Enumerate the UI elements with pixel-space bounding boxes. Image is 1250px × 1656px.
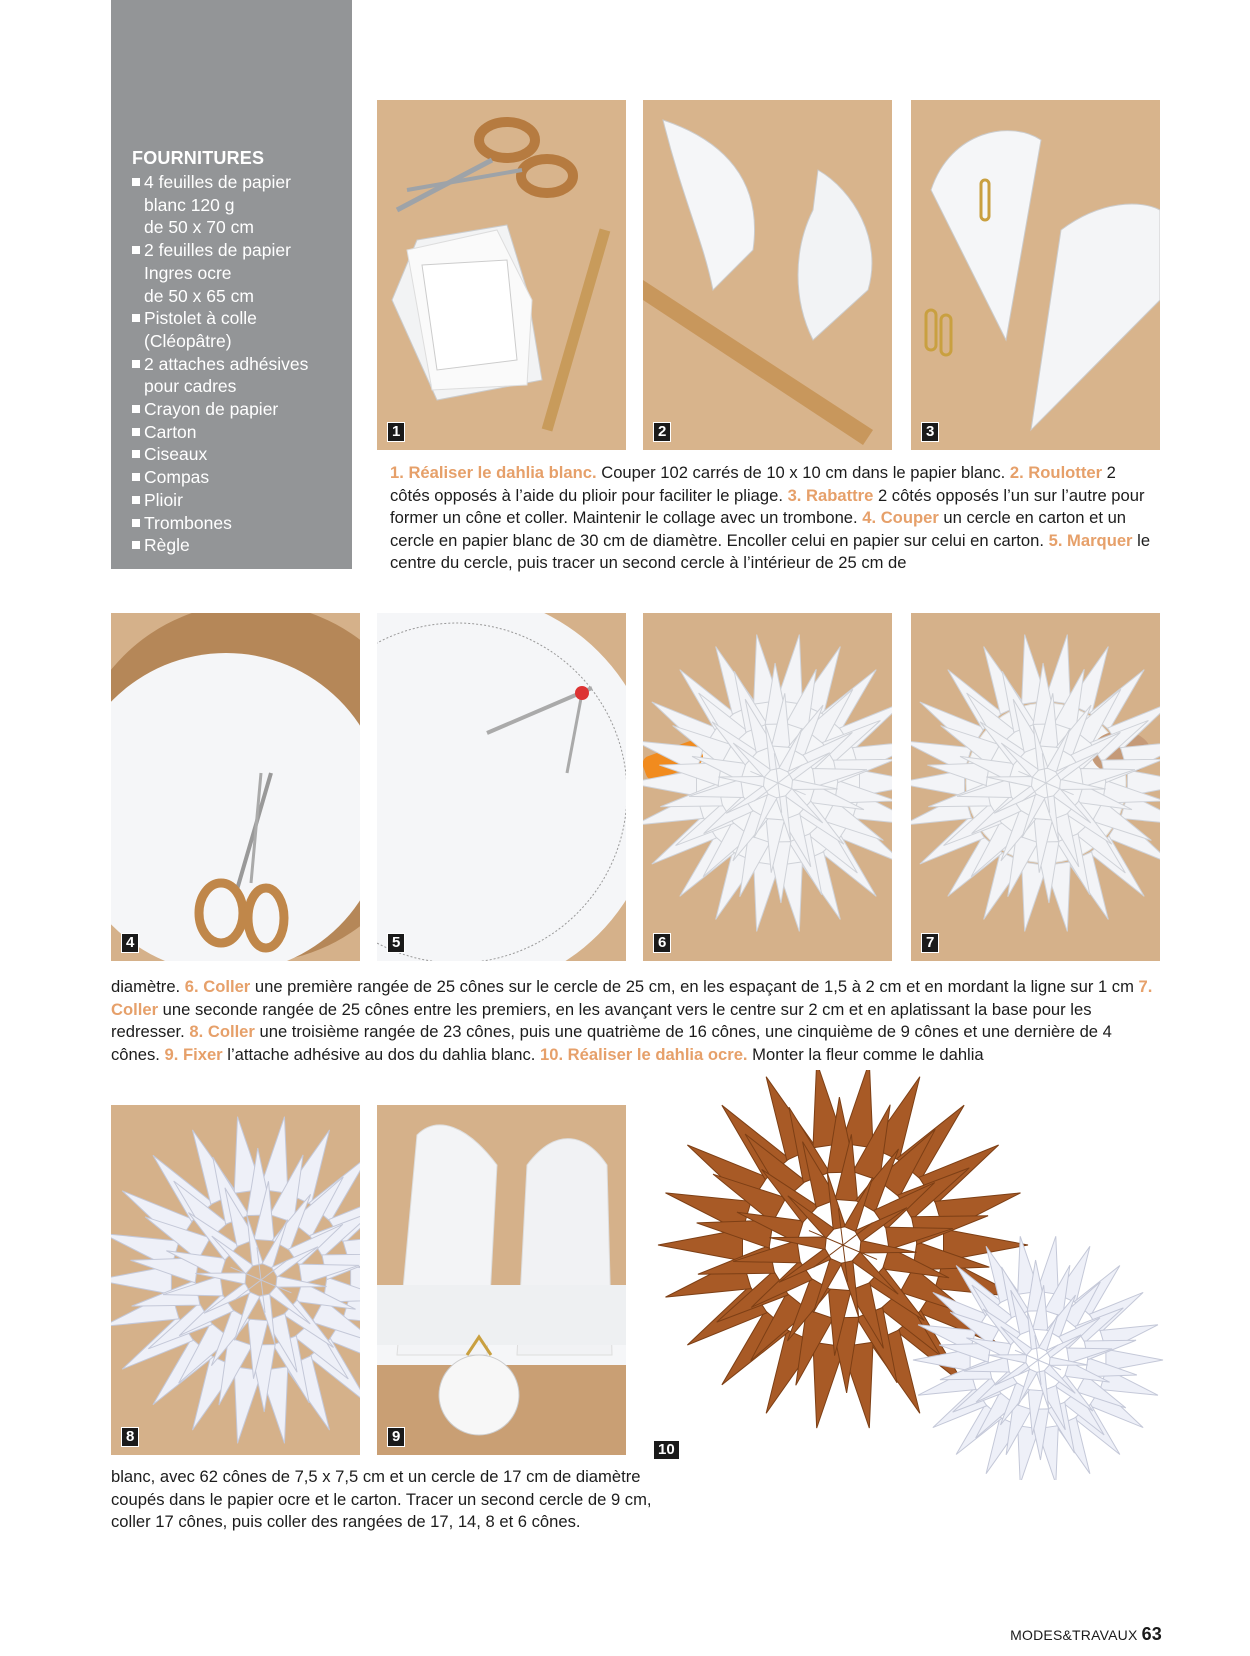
supply-item: Trombones [132,512,347,535]
step-heading: 8. Coller [189,1022,255,1042]
step-heading: 2. Roulotter [1009,463,1103,482]
supply-item: 2 feuilles de papier Ingres ocre de 50 x 65 cm [132,239,347,307]
second-row-cones-illustration [911,613,1160,961]
photo-step-8 [111,1105,360,1455]
white-dahlia-illustration [111,1105,360,1455]
step-heading: 6. Coller [184,977,251,996]
photo-step-3 [911,100,1160,450]
supply-item: 4 feuilles de papier blanc 120 g de 50 x 70 cm [132,171,347,239]
step-heading: 10. Réaliser le dahlia ocre. [540,1044,748,1064]
ocre-and-white-dahlias-illustration [643,1070,1205,1480]
scissors-paper-illustration [377,100,626,450]
photo-number: 7 [921,933,939,953]
step-heading: 3. Rabattre [787,485,874,505]
magazine-name: MODES&TRAVAUX [1010,1627,1138,1643]
photo-step-2 [643,100,892,450]
photo-number: 9 [387,1427,405,1447]
step-text: diamètre. [111,977,185,996]
step-text: Couper 102 carrés de 10 x 10 cm dans le papier blanc. [596,463,1010,482]
photo-step-1 [377,100,626,450]
photo-number: 8 [121,1427,139,1447]
photo-number: 4 [121,933,139,953]
supply-item: 2 attaches adhésives pour cadres [132,353,347,398]
photo-step-10 [643,1070,1205,1480]
step-heading: 1. Réaliser le dahlia blanc. [390,463,597,482]
page-footer [1010,1624,1162,1645]
step-text: Monter la fleur comme le dahlia [747,1044,984,1064]
supply-item: Compas [132,466,347,489]
photo-step-4 [111,613,360,961]
step-text: l’attache adhésive au dos du dahlia blanc. [222,1044,540,1064]
supply-item: Règle [132,534,347,557]
supplies-heading: FOURNITURES [132,148,265,168]
supply-item: Ciseaux [132,443,347,466]
step-text: 2 côtés opposés à l’aide du plioir pour faciliter le pliage. [390,463,1116,505]
compass-circle-illustration [377,613,626,961]
step-text: une troisième rangée de 23 cônes, puis une quatrième de 16 cônes, une cinquième de 9 cônes et une dernière de 4 cônes. [111,1022,1112,1064]
photo-step-7 [911,613,1160,961]
step-text: 2 côtés opposés l’un sur l’autre pour former un cône et coller. Maintenir le collage avec un trombone. [390,485,1145,528]
photo-step-6 [643,613,892,961]
first-row-cones-illustration [643,613,892,961]
instructions-steps-6-10 [111,976,1161,1066]
step-heading: 4. Couper [862,508,939,528]
photo-step-5 [377,613,626,961]
circle-scissors-illustration [111,613,360,961]
hanging-attachment-illustration [377,1105,626,1455]
step-text: le centre du cercle, puis tracer un second cercle à l’intérieur de 25 cm de [390,530,1151,573]
supplies-panel [111,0,352,569]
rolled-paper-illustration [643,100,892,450]
page-number: 63 [1141,1624,1162,1644]
paper-cone-illustration [911,100,1160,450]
photo-number: 3 [921,422,939,442]
photo-number: 6 [653,933,671,953]
step-heading: 5. Marquer [1048,530,1133,550]
photo-number: 2 [653,422,671,442]
step-text: une seconde rangée de 25 cônes entre les premiers, en les avançant vers le centre sur 2 cm et en aplatissant la base pour les redresser. [111,999,1092,1042]
supply-item: Plioir [132,489,347,512]
instructions-steps-1-5 [390,462,1160,575]
instructions-final: blanc, avec 62 cônes de 7,5 x 7,5 cm et un cercle de 17 cm de diamètre coupés dans le papier ocre et le carton. Tracer un second cercle de 9 cm, coller 17 cônes, puis coller des rangées de 17, 14, 8 et 6 cônes. [111,1467,652,1532]
supplies-list [132,171,347,557]
photo-number: 5 [387,933,405,953]
step-text: une première rangée de 25 cônes sur le cercle de 25 cm, en les espaçant de 1,5 à 2 cm et en mordant la ligne sur 1 cm [250,977,1139,996]
step-text: un cercle en carton et un cercle en papier blanc de 30 cm de diamètre. Encoller celui en papier sur celui en carton. [390,508,1127,550]
photo-number: 1 [387,422,405,442]
photo-step-9 [377,1105,626,1455]
photo-number: 10 [653,1440,680,1460]
step-heading: 9. Fixer [164,1044,223,1064]
supply-item: Pistolet à colle (Cléopâtre) [132,307,347,352]
step-heading: 7. Coller [111,977,1153,1019]
supply-item: Crayon de papier [132,398,347,421]
supply-item: Carton [132,421,347,444]
